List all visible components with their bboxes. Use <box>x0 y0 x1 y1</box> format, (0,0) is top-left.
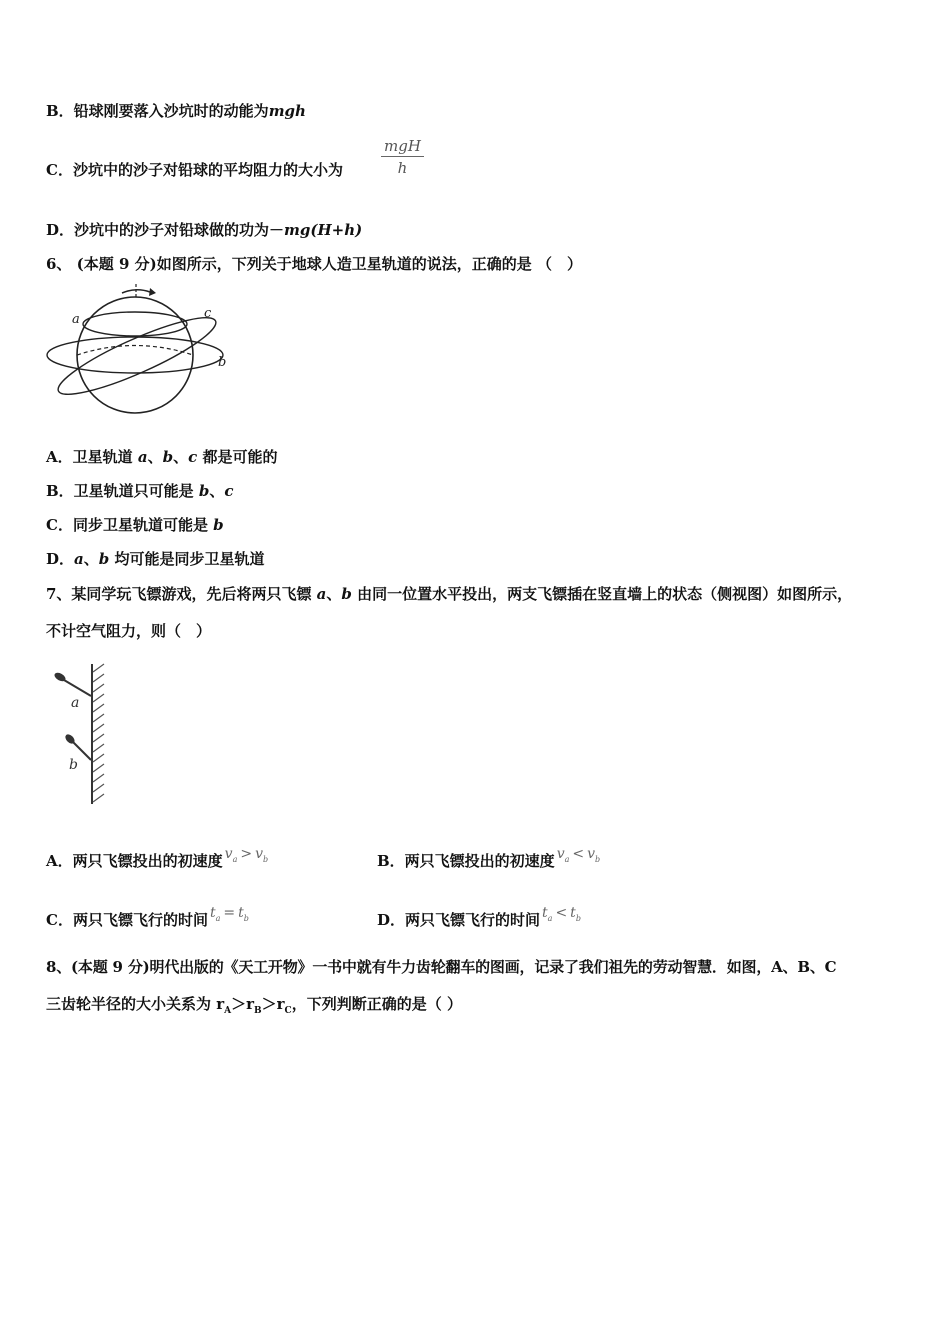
q6-option-c-text: C．同步卫星轨道可能是 <box>46 516 214 534</box>
q7-option-a-formula: $v_a > v_b$ <box>224 846 269 864</box>
earth-circle <box>77 297 193 413</box>
q7-option-b-text: B．两只飞镖投出的初速度 <box>377 852 555 870</box>
dart-label-b: b <box>69 757 78 773</box>
q5-option-b-text: B．铅球刚要落入沙坑时的动能为 <box>46 102 269 120</box>
q7-stem-text: 由同一位置水平投出，两支飞镖插在竖直墙上的状态（侧视图）如图所示， <box>351 585 853 603</box>
q6-option-d-var: b <box>98 550 110 568</box>
q6-option-b-var: c <box>224 482 234 500</box>
q6-option-a-text: A．卫星轨道 <box>46 448 138 466</box>
q7-option-a <box>46 846 269 878</box>
q6-option-d-text: 均可能是同步卫星轨道 <box>109 550 265 568</box>
q6-option-a-var: c <box>188 448 198 466</box>
q6-option-a-var: b <box>162 448 174 466</box>
q7-option-b <box>377 846 601 878</box>
q8-sub-b: B <box>254 1006 262 1016</box>
q7-stem-line1 <box>46 584 852 604</box>
q6-option-d-var: a <box>74 550 84 568</box>
q6-option-b-var: b <box>198 482 210 500</box>
q6-option-a-sep: 、 <box>173 448 189 466</box>
q8-stem-text: ，下列判断正确的是（ ） <box>291 995 462 1013</box>
q5-option-c <box>46 160 343 180</box>
q7-option-b-formula: $v_a < v_b$ <box>556 846 601 864</box>
q7-option-d-formula: $t_a < t_b$ <box>542 905 581 923</box>
q8-stem-text: ＞r <box>231 995 255 1013</box>
orbit-label-c: c <box>204 306 212 321</box>
q7-option-c-formula: $t_a = t_b$ <box>209 905 249 923</box>
q7-stem-var: b <box>341 585 352 603</box>
q6-option-d <box>46 549 265 569</box>
dart-b <box>64 733 91 760</box>
q7-stem-line2: 不计空气阻力，则（ ） <box>46 622 212 640</box>
q7-option-d <box>377 905 581 937</box>
q7-stem-sep: 、 <box>326 585 342 603</box>
q8-stem-text: ＞r <box>261 995 285 1013</box>
q5-option-b <box>46 101 306 121</box>
q8-sub-c: C <box>284 1006 292 1016</box>
q8-stem-line2 <box>46 994 462 1021</box>
q6-option-c <box>46 515 224 535</box>
q7-stem-text: 7、某同学玩飞镖游戏，先后将两只飞镖 <box>46 585 317 603</box>
q7-stem-var: a <box>316 585 327 603</box>
q5-option-d-text: D．沙坑中的沙子对铅球做的功为－ <box>46 221 285 239</box>
q8-sub-a: A <box>224 1006 232 1016</box>
q5-option-d <box>46 220 362 240</box>
q6-option-b-sep: 、 <box>209 482 225 500</box>
q7-option-d-text: D．两只飞镖飞行的时间 <box>377 911 541 929</box>
q7-option-a-text: A．两只飞镖投出的初速度 <box>46 852 223 870</box>
q5-fraction-numerator: mgH <box>381 137 424 157</box>
q5-fraction-denominator: h <box>397 159 408 177</box>
q7-dart-figure <box>44 660 114 808</box>
dart-label-a: a <box>71 695 80 711</box>
q6-option-d-sep: 、 <box>83 550 99 568</box>
q5-option-b-expr: mgh <box>268 102 306 120</box>
q6-option-d-text: D． <box>46 550 75 568</box>
q5-option-c-text: C．沙坑中的沙子对铅球的平均阻力的大小为 <box>46 161 343 179</box>
q6-option-b-text: B．卫星轨道只可能是 <box>46 482 199 500</box>
q7-option-c-text: C．两只飞镖飞行的时间 <box>46 911 208 929</box>
q8-stem-text: 三齿轮半径的大小关系为 r <box>46 995 225 1013</box>
q6-option-c-var: b <box>213 516 224 534</box>
q6-stem: 6、 (本题 9 分)如图所示，下列关于地球人造卫星轨道的说法，正确的是 （ ） <box>46 255 582 273</box>
q6-option-a-text: 都是可能的 <box>197 448 278 466</box>
q6-option-a-sep: 、 <box>147 448 163 466</box>
q5-option-d-expr: mg(H+h) <box>284 221 363 239</box>
orbit-label-a: a <box>72 312 80 327</box>
q8-stem-line1: 8、(本题 9 分)明代出版的《天工开物》一书中就有牛力齿轮翻车的图画，记录了我们祖先的劳动智慧．如图，A、B、C <box>46 958 837 976</box>
q6-option-b <box>46 481 234 501</box>
dart-a <box>53 671 91 696</box>
q6-option-a-var: a <box>137 448 148 466</box>
q6-option-a <box>46 447 278 467</box>
q5-fraction <box>381 137 424 177</box>
orbit-label-b: b <box>218 355 227 370</box>
q6-orbit-figure <box>40 284 240 424</box>
q7-option-c <box>46 905 249 937</box>
wall-hatching <box>93 664 104 802</box>
